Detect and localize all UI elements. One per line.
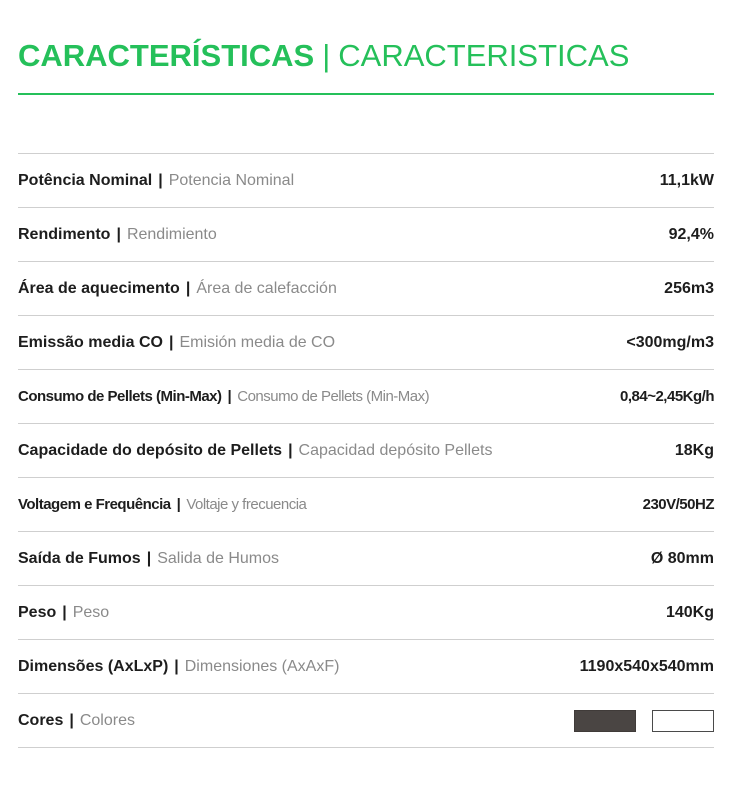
color-swatch-dark xyxy=(574,710,636,732)
spec-label xyxy=(18,604,109,622)
spec-label xyxy=(18,172,294,190)
spec-label-spanish: Voltaje y frecuencia xyxy=(186,496,307,513)
spec-label-separator: | xyxy=(158,171,163,189)
spec-label-portuguese: Saída de Fumos xyxy=(18,549,141,567)
spec-value: 140Kg xyxy=(665,603,714,621)
spec-label xyxy=(18,712,135,730)
spec-label-spanish: Salida de Humos xyxy=(157,549,280,567)
spec-value: 11,1kW xyxy=(659,171,714,189)
spec-label-separator: | xyxy=(168,333,174,351)
spec-value: <300mg/m3 xyxy=(626,333,714,351)
spec-label xyxy=(18,280,337,298)
spec-label-portuguese: Potência Nominal xyxy=(18,171,153,189)
spec-label-portuguese: Consumo de Pellets (Min-Max) xyxy=(18,388,222,405)
specifications-table xyxy=(18,153,714,748)
spec-label-separator: | xyxy=(288,441,293,459)
spec-label-spanish: Capacidad depósito Pellets xyxy=(298,441,493,459)
spec-label-separator: | xyxy=(185,279,191,297)
spec-label-spanish: Área de calefacción xyxy=(196,279,337,297)
spec-label-separator: | xyxy=(116,225,121,243)
spec-label-spanish: Potencia Nominal xyxy=(168,171,295,189)
spec-label xyxy=(18,550,279,568)
spec-row-efficiency xyxy=(18,208,714,262)
spec-value: 1190x540x540mm xyxy=(579,657,714,675)
spec-row-flue-outlet xyxy=(18,532,714,586)
spec-label-separator: | xyxy=(69,711,74,729)
spec-value: 0,84~2,45Kg/h xyxy=(620,388,714,405)
spec-label-separator: | xyxy=(176,496,181,513)
spec-label-separator: | xyxy=(62,603,67,621)
page-header xyxy=(18,36,714,94)
page-title xyxy=(18,36,714,76)
spec-label-portuguese: Rendimento xyxy=(18,225,111,243)
spec-label-portuguese: Dimensões (AxLxP) xyxy=(18,657,169,675)
spec-row-dimensions xyxy=(18,640,714,694)
spec-row-heating-area xyxy=(18,262,714,316)
title-spanish: CARACTERISTICAS xyxy=(338,38,630,73)
spec-row-pellet-capacity xyxy=(18,424,714,478)
spec-label xyxy=(18,226,217,244)
spec-label-spanish: Consumo de Pellets (Min-Max) xyxy=(237,388,430,405)
spec-row-co-emission xyxy=(18,316,714,370)
spec-label-separator: | xyxy=(146,549,152,567)
spec-label-portuguese: Cores xyxy=(18,711,64,729)
color-swatch-white xyxy=(652,710,714,732)
title-separator: | xyxy=(322,38,331,73)
spec-label xyxy=(18,388,429,405)
spec-row-voltage-frequency xyxy=(18,478,714,532)
spec-row-colors xyxy=(18,694,714,748)
spec-label-spanish: Peso xyxy=(72,603,110,621)
spec-label-spanish: Emisión media de CO xyxy=(179,333,336,351)
spec-label-spanish: Colores xyxy=(79,711,135,729)
spec-value: 18Kg xyxy=(674,441,714,459)
spec-label-spanish: Dimensiones (AxAxF) xyxy=(184,657,340,675)
spec-value: 256m3 xyxy=(664,279,714,297)
spec-label xyxy=(18,496,306,513)
title-portuguese: CARACTERÍSTICAS xyxy=(18,38,315,73)
header-divider xyxy=(18,93,714,95)
color-swatches xyxy=(574,710,714,732)
spec-row-pellet-consumption xyxy=(18,370,714,424)
spec-label-separator: | xyxy=(174,657,179,675)
spec-label-portuguese: Capacidade do depósito de Pellets xyxy=(18,441,283,459)
spec-row-nominal-power xyxy=(18,154,714,208)
spec-value: 230V/50HZ xyxy=(642,496,714,513)
spec-label xyxy=(18,658,339,676)
spec-label xyxy=(18,442,492,460)
spec-label-portuguese: Área de aquecimento xyxy=(18,279,180,297)
spec-value: 92,4% xyxy=(668,225,714,243)
spec-label-portuguese: Emissão media CO xyxy=(18,333,163,351)
spec-value: Ø 80mm xyxy=(650,549,714,567)
spec-label-portuguese: Voltagem e Frequência xyxy=(18,496,171,513)
spec-label-portuguese: Peso xyxy=(18,603,57,621)
spec-row-weight xyxy=(18,586,714,640)
spec-label-separator: | xyxy=(227,388,232,405)
spec-label xyxy=(18,334,335,352)
spec-label-spanish: Rendimiento xyxy=(126,225,217,243)
